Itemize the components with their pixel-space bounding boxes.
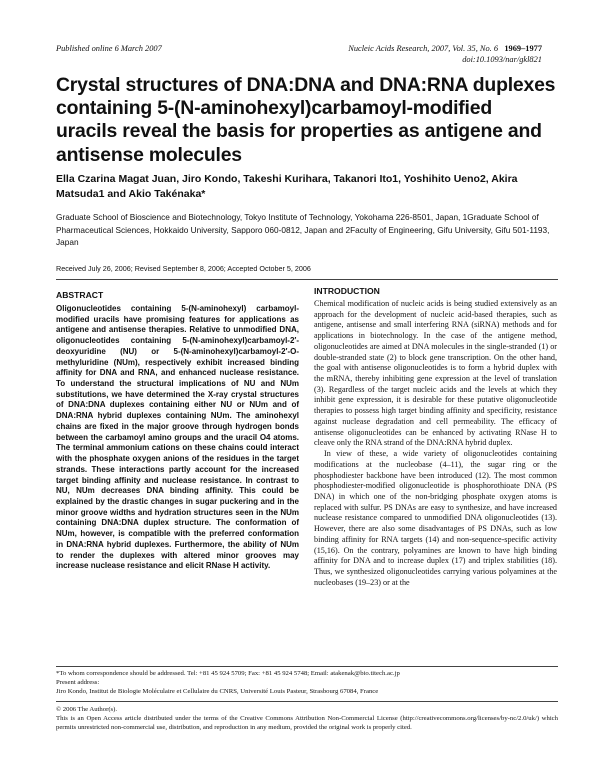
article-title: Crystal structures of DNA:DNA and DNA:RNA duplexes containing 5-(N-aminohexyl)carbamoyl-modified uracils reveal the basis for properties as antigene and antisense molecules — [56, 74, 556, 166]
author-list: Ella Czarina Magat Juan, Jiro Kondo, Takeshi Kurihara, Takanori Ito1, Yoshihito Ueno2, Akira Matsuda1 and Akio Takénaka* — [56, 173, 518, 200]
online-date: Published online 6 March 2007 — [56, 44, 162, 53]
introduction-paragraph: In view of these, a wide variety of oligonucleotides containing modifications at the nucleobase (4–11), the sugar ring or the phosphodiester backbone have been introduced (12). The most common phosphodiester-modified oligonucleotide is phosphorothioate DNA (PS DNA) in which one of the non-bridging phosphate oxygen atoms is replaced with sulfur. PS DNAs are easy to synthesize, and have increased nuclease resistance compared to unmodified DNA oligonucleotides (13). However, there are also some disadvantages of PS DNAs, such as low binding affinity for RNA targets (14) and non-sequence-specific activity (15,16). On the contrary, polyamines are known to have high binding affinity for DNA and to increase duplex (17) and triplex stabilities (18). Thus, we synthesized oligonucleotides carrying various polyamines at the nucleobases (19–23) or at the — [314, 449, 557, 587]
copyright-divider — [56, 701, 558, 702]
abstract-heading: ABSTRACT — [56, 290, 104, 300]
present-address-label: Present address: — [56, 679, 100, 686]
journal-info: Nucleic Acids Research, 2007, Vol. 35, No. 6 — [348, 44, 499, 53]
license-text: This is an Open Access article distributed under the terms of the Creative Commons Attribution Non-Commercial License (http://creativecommons.org/licenses/by-nc/2.0/uk/) which permits unrestricted non-commercial use, distribution, and reproduction in any medium, provided the original work is properly cited. — [56, 715, 558, 731]
abstract-text: Oligonucleotides containing 5-(N-aminohexyl) carbamoyl-modified uracils have promising features for applications as antigene and antisense therapies. Relative to unmodified DNA, oligonucleotides containing 5-(N-aminohexyl)carbamoyl-2′-deoxyuridine (NU) or 5-(N-aminohexyl)carbamoyl-2′-O-methyluridine (NUm), respectively exhibit increased binding affinity for DNA and RNA, and enhanced nuclease resistance. To understand the structural implications of NU and NUm substitutions, we have determined the X-ray crystal structures of DNA:DNA duplexes containing either NU or NUm and of DNA:RNA hybrid duplexes containing NUm. The aminohexyl chains are fixed in the major groove through hydrogen bonds between the carbamoyl amino groups and the uracil O4 atoms. The terminal ammonium cations on these chains could interact with the phosphate oxygen anions of the residues in the target strands. These interactions partly account for the increased target binding affinity and nuclease resistance. In contrast to NU, NUm decreases DNA binding affinity. This could be explained by the drastic changes in sugar puckering and in the minor groove widths and hydration structures seen in the NUm containing DNA:DNA duplex structure. The conformation of NUm, however, is compatible with the preferred conformation in DNA:RNA hybrid duplexes. Furthermore, the ability of NUm to render the duplexes with altered minor grooves may increase nuclease resistance and elicit RNase H activity. — [56, 304, 299, 571]
introduction-heading: INTRODUCTION — [314, 286, 380, 296]
header-divider — [56, 279, 558, 280]
received-dates: Received July 26, 2006; Revised September 8, 2006; Accepted October 5, 2006 — [56, 264, 311, 273]
present-address: Jiro Kondo, Institut de Biologie Moléculaire et Cellulaire du CNRS, Université Louis Pasteur, Strasbourg 67084, France — [56, 688, 379, 695]
doi[interactable]: doi:10.1093/nar/gkl821 — [462, 55, 542, 64]
footnote-divider — [56, 666, 558, 667]
page-range: 1969–1977 — [504, 44, 542, 53]
correspondence-note: *To whom correspondence should be addressed. Tel: +81 45 924 5709; Fax: +81 45 924 5748; Email: atakenak@bio.titech.ac.jp — [56, 670, 400, 677]
introduction-body — [314, 299, 557, 588]
journal-citation — [348, 43, 542, 65]
introduction-paragraph: Chemical modification of nucleic acids is being studied extensively as an approach for the development of nucleic acid-based therapies, such as antigene, antisense and small interfering RNA (siRNA) methods and for applications in biotechnology. In the case of the antigene method, oligonucleotides are aimed at DNA molecules in the single-stranded (1) or double-stranded state (2) to block gene transcription. On the other hand, the goal with antisense oligonucleotides is to form a hybrid duplex with the mRNA, thereby inhibiting gene expression at the level of translation (3). Regardless of the target nucleic acids and the levels at which they inhibit gene expression, it is desirable for these putative oligonucleotide therapies to possess high target binding affinity and specificity, resistance against nuclease degradation and cell permeability. The efficacy of antisense oligonucleotides can be enhanced by activating RNase H to cleave only the RNA strand of the DNA:RNA hybrid duplex. — [314, 299, 557, 448]
copyright: © 2006 The Author(s). — [56, 706, 118, 713]
affiliations: Graduate School of Bioscience and Biotechnology, Tokyo Institute of Technology, Yokohama 226-8501, Japan, 1Graduate School of Pharmaceutical Sciences, Hokkaido University, Sapporo 060-0812, Japan and 2Faculty of Engineering, Gifu University, Gifu 501-1193, Japan — [56, 212, 550, 248]
